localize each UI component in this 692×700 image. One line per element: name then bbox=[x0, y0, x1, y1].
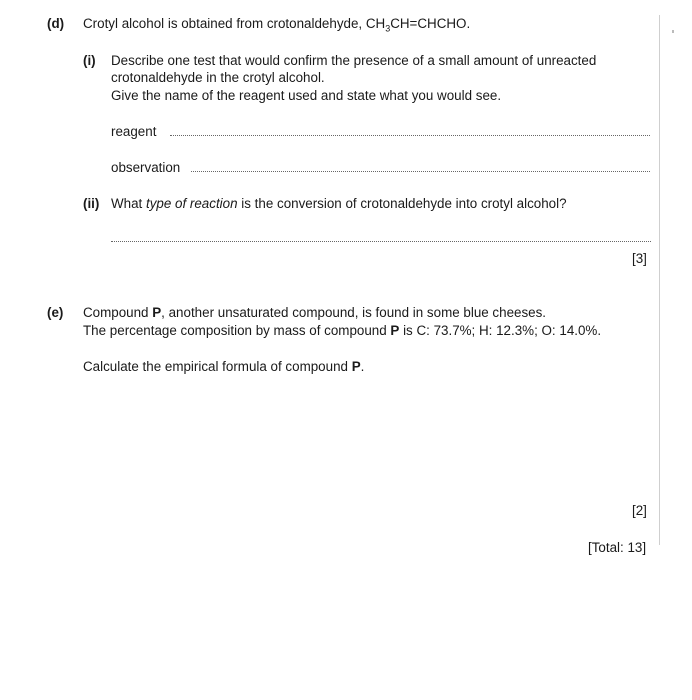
part-d-marks: [3] bbox=[632, 251, 647, 266]
part-e-marks: [2] bbox=[632, 503, 647, 518]
reaction-type-answer-line[interactable] bbox=[111, 241, 651, 242]
part-e-line3: Calculate the empirical formula of compound P. bbox=[83, 359, 365, 374]
part-d-i-line3: Give the name of the reagent used and state what you would see. bbox=[111, 88, 502, 103]
part-d-ii-question: What type of reaction is the conversion of crotonaldehyde into crotyl alcohol? bbox=[111, 196, 567, 211]
part-d-label: (d) bbox=[47, 16, 65, 31]
part-e-label: (e) bbox=[47, 305, 64, 320]
part-d-i-line2: crotonaldehyde in the crotyl alcohol. bbox=[111, 70, 325, 85]
part-d-ii-label: (ii) bbox=[83, 196, 100, 211]
part-e-line2: The percentage composition by mass of compound P is C: 73.7%; H: 12.3%; O: 14.0%. bbox=[83, 323, 602, 338]
part-d-i-label: (i) bbox=[83, 53, 96, 68]
reagent-label: reagent bbox=[111, 124, 157, 139]
reagent-answer-line[interactable] bbox=[170, 135, 650, 136]
margin-mark bbox=[672, 30, 674, 33]
observation-label: observation bbox=[111, 160, 181, 175]
observation-answer-line[interactable] bbox=[191, 171, 650, 172]
part-d-i-line1: Describe one test that would confirm the presence of a small amount of unreacted bbox=[111, 53, 597, 68]
margin-line bbox=[659, 15, 660, 545]
part-d-stem: Crotyl alcohol is obtained from crotonaldehyde, $CH_3CH=CHCHO$. bbox=[83, 16, 471, 34]
total-marks: [Total: 13] bbox=[588, 540, 647, 555]
part-e-line1: Compound P, another unsaturated compound, is found in some blue cheeses. bbox=[83, 305, 547, 320]
